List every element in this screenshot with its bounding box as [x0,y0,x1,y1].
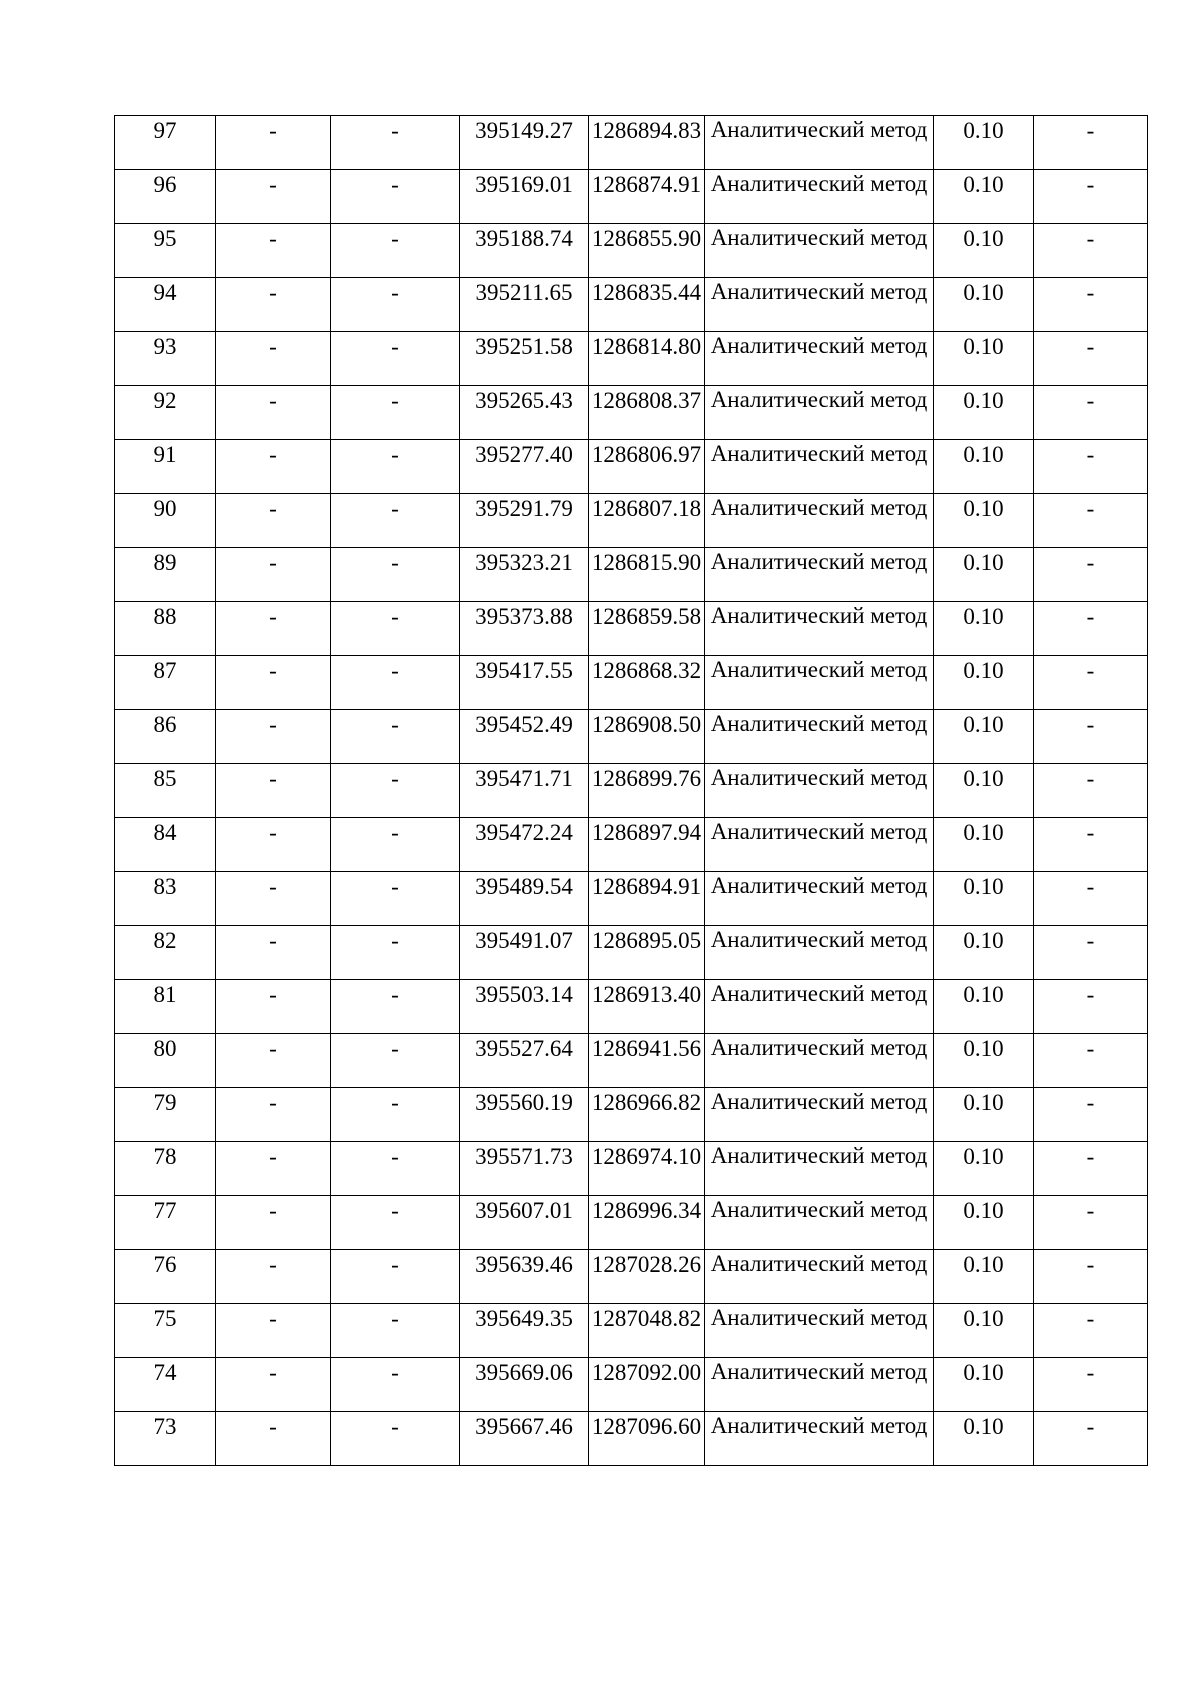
method-cell: Аналитический метод [705,1142,934,1196]
note-cell: - [1034,818,1148,872]
table-row [115,1142,1148,1196]
table-row [115,980,1148,1034]
note-cell: - [1034,386,1148,440]
coordinates-table [114,115,1148,1466]
old-x-cell: - [216,224,331,278]
old-y-cell: - [331,1196,460,1250]
note-cell: - [1034,1034,1148,1088]
table-row [115,1088,1148,1142]
accuracy-cell: 0.10 [934,494,1034,548]
note-cell: - [1034,278,1148,332]
old-x-cell: - [216,1034,331,1088]
method-cell: Аналитический метод [705,386,934,440]
method-cell: Аналитический метод [705,170,934,224]
accuracy-cell: 0.10 [934,548,1034,602]
table-row [115,1034,1148,1088]
old-x-cell: - [216,1196,331,1250]
old-y-cell: - [331,170,460,224]
y-coordinate-cell: 1286974.10 [589,1142,705,1196]
old-x-cell: - [216,332,331,386]
point-number-cell: 78 [115,1142,216,1196]
x-coordinate-cell: 395277.40 [460,440,589,494]
method-cell: Аналитический метод [705,818,934,872]
method-cell: Аналитический метод [705,548,934,602]
old-y-cell: - [331,1250,460,1304]
note-cell: - [1034,1304,1148,1358]
point-number-cell: 96 [115,170,216,224]
method-cell: Аналитический метод [705,116,934,170]
y-coordinate-cell: 1287048.82 [589,1304,705,1358]
method-cell: Аналитический метод [705,224,934,278]
x-coordinate-cell: 395291.79 [460,494,589,548]
old-x-cell: - [216,818,331,872]
point-number-cell: 90 [115,494,216,548]
table-row [115,1358,1148,1412]
point-number-cell: 77 [115,1196,216,1250]
table-row [115,1412,1148,1466]
old-y-cell: - [331,1304,460,1358]
point-number-cell: 75 [115,1304,216,1358]
old-x-cell: - [216,1250,331,1304]
table-row [115,332,1148,386]
accuracy-cell: 0.10 [934,764,1034,818]
old-x-cell: - [216,494,331,548]
old-x-cell: - [216,170,331,224]
old-y-cell: - [331,602,460,656]
y-coordinate-cell: 1286835.44 [589,278,705,332]
note-cell: - [1034,764,1148,818]
x-coordinate-cell: 395169.01 [460,170,589,224]
point-number-cell: 86 [115,710,216,764]
y-coordinate-cell: 1287096.60 [589,1412,705,1466]
accuracy-cell: 0.10 [934,440,1034,494]
old-y-cell: - [331,818,460,872]
note-cell: - [1034,710,1148,764]
note-cell: - [1034,1250,1148,1304]
y-coordinate-cell: 1286859.58 [589,602,705,656]
accuracy-cell: 0.10 [934,980,1034,1034]
x-coordinate-cell: 395265.43 [460,386,589,440]
old-x-cell: - [216,1088,331,1142]
method-cell: Аналитический метод [705,764,934,818]
y-coordinate-cell: 1286868.32 [589,656,705,710]
old-x-cell: - [216,1358,331,1412]
note-cell: - [1034,224,1148,278]
old-y-cell: - [331,926,460,980]
old-x-cell: - [216,1412,331,1466]
old-y-cell: - [331,656,460,710]
point-number-cell: 80 [115,1034,216,1088]
y-coordinate-cell: 1286897.94 [589,818,705,872]
method-cell: Аналитический метод [705,656,934,710]
old-y-cell: - [331,494,460,548]
note-cell: - [1034,1412,1148,1466]
accuracy-cell: 0.10 [934,656,1034,710]
old-x-cell: - [216,278,331,332]
x-coordinate-cell: 395188.74 [460,224,589,278]
old-x-cell: - [216,1304,331,1358]
accuracy-cell: 0.10 [934,332,1034,386]
old-x-cell: - [216,872,331,926]
point-number-cell: 83 [115,872,216,926]
accuracy-cell: 0.10 [934,1196,1034,1250]
x-coordinate-cell: 395560.19 [460,1088,589,1142]
table-row [115,656,1148,710]
x-coordinate-cell: 395211.65 [460,278,589,332]
accuracy-cell: 0.10 [934,1358,1034,1412]
table-row [115,764,1148,818]
method-cell: Аналитический метод [705,1412,934,1466]
old-y-cell: - [331,332,460,386]
accuracy-cell: 0.10 [934,1142,1034,1196]
method-cell: Аналитический метод [705,872,934,926]
y-coordinate-cell: 1287028.26 [589,1250,705,1304]
accuracy-cell: 0.10 [934,386,1034,440]
note-cell: - [1034,980,1148,1034]
point-number-cell: 92 [115,386,216,440]
old-x-cell: - [216,710,331,764]
accuracy-cell: 0.10 [934,1304,1034,1358]
y-coordinate-cell: 1286908.50 [589,710,705,764]
table-row [115,1250,1148,1304]
accuracy-cell: 0.10 [934,710,1034,764]
y-coordinate-cell: 1286913.40 [589,980,705,1034]
note-cell: - [1034,1088,1148,1142]
point-number-cell: 93 [115,332,216,386]
note-cell: - [1034,332,1148,386]
note-cell: - [1034,494,1148,548]
y-coordinate-cell: 1286814.80 [589,332,705,386]
method-cell: Аналитический метод [705,710,934,764]
old-y-cell: - [331,548,460,602]
method-cell: Аналитический метод [705,278,934,332]
point-number-cell: 82 [115,926,216,980]
accuracy-cell: 0.10 [934,1034,1034,1088]
note-cell: - [1034,1358,1148,1412]
old-y-cell: - [331,116,460,170]
x-coordinate-cell: 395527.64 [460,1034,589,1088]
old-x-cell: - [216,980,331,1034]
point-number-cell: 81 [115,980,216,1034]
table-row [115,170,1148,224]
accuracy-cell: 0.10 [934,818,1034,872]
y-coordinate-cell: 1286894.83 [589,116,705,170]
y-coordinate-cell: 1286941.56 [589,1034,705,1088]
table-row [115,278,1148,332]
old-x-cell: - [216,116,331,170]
method-cell: Аналитический метод [705,332,934,386]
y-coordinate-cell: 1286966.82 [589,1088,705,1142]
accuracy-cell: 0.10 [934,602,1034,656]
x-coordinate-cell: 395503.14 [460,980,589,1034]
y-coordinate-cell: 1286855.90 [589,224,705,278]
old-y-cell: - [331,1034,460,1088]
accuracy-cell: 0.10 [934,170,1034,224]
old-y-cell: - [331,386,460,440]
note-cell: - [1034,602,1148,656]
old-y-cell: - [331,1358,460,1412]
y-coordinate-cell: 1286808.37 [589,386,705,440]
table-row [115,1304,1148,1358]
table-row [115,386,1148,440]
point-number-cell: 84 [115,818,216,872]
table-row [115,1196,1148,1250]
x-coordinate-cell: 395649.35 [460,1304,589,1358]
x-coordinate-cell: 395452.49 [460,710,589,764]
x-coordinate-cell: 395667.46 [460,1412,589,1466]
old-x-cell: - [216,656,331,710]
old-y-cell: - [331,1088,460,1142]
x-coordinate-cell: 395571.73 [460,1142,589,1196]
note-cell: - [1034,548,1148,602]
y-coordinate-cell: 1286899.76 [589,764,705,818]
note-cell: - [1034,170,1148,224]
old-x-cell: - [216,386,331,440]
note-cell: - [1034,926,1148,980]
old-x-cell: - [216,926,331,980]
point-number-cell: 85 [115,764,216,818]
y-coordinate-cell: 1286894.91 [589,872,705,926]
x-coordinate-cell: 395491.07 [460,926,589,980]
method-cell: Аналитический метод [705,494,934,548]
point-number-cell: 94 [115,278,216,332]
x-coordinate-cell: 395149.27 [460,116,589,170]
old-y-cell: - [331,1142,460,1196]
point-number-cell: 88 [115,602,216,656]
note-cell: - [1034,1142,1148,1196]
old-y-cell: - [331,440,460,494]
y-coordinate-cell: 1286874.91 [589,170,705,224]
table-body [115,116,1148,1466]
old-x-cell: - [216,1142,331,1196]
accuracy-cell: 0.10 [934,1412,1034,1466]
old-x-cell: - [216,548,331,602]
point-number-cell: 95 [115,224,216,278]
x-coordinate-cell: 395373.88 [460,602,589,656]
table-row [115,494,1148,548]
method-cell: Аналитический метод [705,1304,934,1358]
point-number-cell: 87 [115,656,216,710]
point-number-cell: 76 [115,1250,216,1304]
x-coordinate-cell: 395607.01 [460,1196,589,1250]
method-cell: Аналитический метод [705,1250,934,1304]
x-coordinate-cell: 395251.58 [460,332,589,386]
method-cell: Аналитический метод [705,602,934,656]
old-y-cell: - [331,1412,460,1466]
point-number-cell: 73 [115,1412,216,1466]
method-cell: Аналитический метод [705,1034,934,1088]
old-y-cell: - [331,224,460,278]
old-y-cell: - [331,278,460,332]
note-cell: - [1034,116,1148,170]
y-coordinate-cell: 1286996.34 [589,1196,705,1250]
y-coordinate-cell: 1287092.00 [589,1358,705,1412]
x-coordinate-cell: 395639.46 [460,1250,589,1304]
accuracy-cell: 0.10 [934,278,1034,332]
note-cell: - [1034,440,1148,494]
method-cell: Аналитический метод [705,980,934,1034]
point-number-cell: 97 [115,116,216,170]
note-cell: - [1034,872,1148,926]
table-row [115,440,1148,494]
table-row [115,224,1148,278]
accuracy-cell: 0.10 [934,116,1034,170]
x-coordinate-cell: 395489.54 [460,872,589,926]
old-x-cell: - [216,602,331,656]
accuracy-cell: 0.10 [934,1088,1034,1142]
old-y-cell: - [331,710,460,764]
x-coordinate-cell: 395417.55 [460,656,589,710]
y-coordinate-cell: 1286807.18 [589,494,705,548]
old-y-cell: - [331,980,460,1034]
method-cell: Аналитический метод [705,1358,934,1412]
old-y-cell: - [331,764,460,818]
method-cell: Аналитический метод [705,926,934,980]
method-cell: Аналитический метод [705,1088,934,1142]
old-x-cell: - [216,440,331,494]
table-row [115,818,1148,872]
note-cell: - [1034,656,1148,710]
old-x-cell: - [216,764,331,818]
method-cell: Аналитический метод [705,440,934,494]
table-row [115,710,1148,764]
point-number-cell: 91 [115,440,216,494]
table-row [115,116,1148,170]
table-row [115,926,1148,980]
accuracy-cell: 0.10 [934,872,1034,926]
x-coordinate-cell: 395669.06 [460,1358,589,1412]
x-coordinate-cell: 395471.71 [460,764,589,818]
table-row [115,872,1148,926]
point-number-cell: 89 [115,548,216,602]
method-cell: Аналитический метод [705,1196,934,1250]
table-row [115,548,1148,602]
old-y-cell: - [331,872,460,926]
y-coordinate-cell: 1286895.05 [589,926,705,980]
note-cell: - [1034,1196,1148,1250]
accuracy-cell: 0.10 [934,224,1034,278]
table-row [115,602,1148,656]
accuracy-cell: 0.10 [934,926,1034,980]
x-coordinate-cell: 395472.24 [460,818,589,872]
y-coordinate-cell: 1286806.97 [589,440,705,494]
point-number-cell: 74 [115,1358,216,1412]
y-coordinate-cell: 1286815.90 [589,548,705,602]
accuracy-cell: 0.10 [934,1250,1034,1304]
x-coordinate-cell: 395323.21 [460,548,589,602]
point-number-cell: 79 [115,1088,216,1142]
